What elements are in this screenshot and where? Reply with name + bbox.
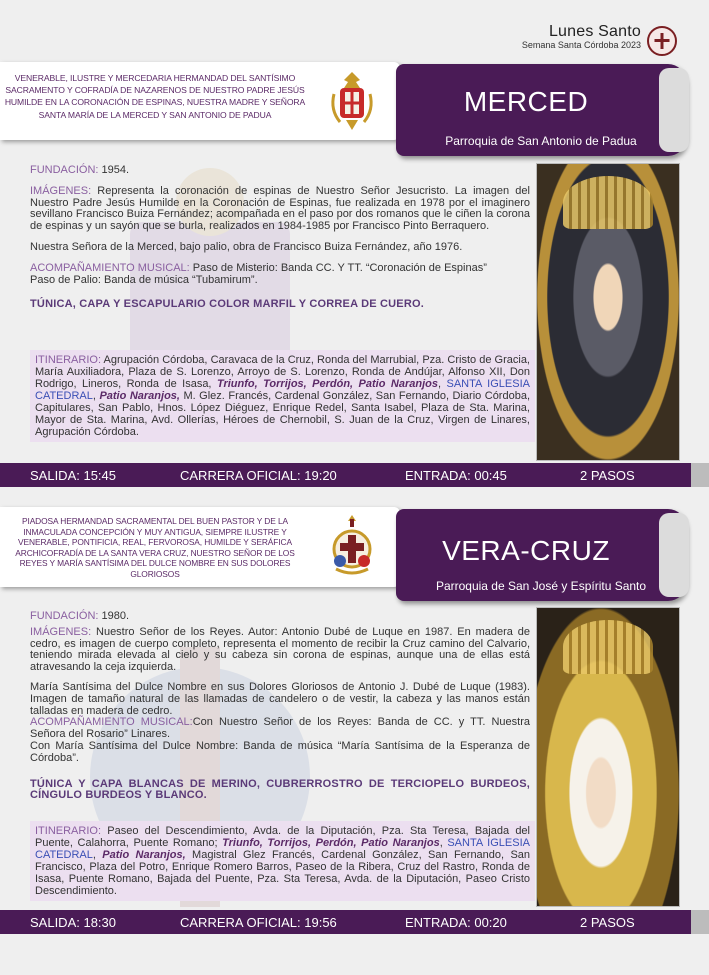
entrada-time: ENTRADA: 00:45: [405, 468, 507, 483]
itinerario-highlight-2: Patio Naranjos,: [102, 849, 186, 861]
musical-value: Paso de Misterio: Banda CC. Y TT. “Coronación de Espinas”: [189, 261, 487, 274]
imagenes-row: [30, 627, 530, 674]
itinerario-text-a: Agrupación Córdoba, Caravaca de la Cruz, Ronda del Marrubial, Pza. Cristo de Gracia, María Auxiliadora, Plaza de S. Lorenzo, Arroyo de S. Lorenzo, Ronda de Andújar, Alfonso XII, Don Rodrigo, Lineros, Ronda de Isasa,: [35, 354, 530, 390]
imagenes-row: [30, 186, 530, 233]
pasos-count: 2 PASOS: [580, 468, 635, 483]
vera-cruz-emblem-icon: [326, 515, 378, 577]
fundacion-label: FUNDACIÓN:: [30, 164, 99, 176]
musical-extra: Paso de Palio: Banda de música “Tubamirum”.: [30, 273, 258, 286]
musical-label: ACOMPAÑAMIENTO MUSICAL:: [30, 261, 190, 274]
hermandad-details: [30, 165, 530, 311]
hermandad-details: [30, 611, 530, 802]
salida-time: SALIDA: 18:30: [30, 915, 116, 930]
musical-extra: Con María Santísima del Dulce Nombre: Banda de música “María Santísima de la Esperanza de Córdoba”.: [30, 739, 530, 764]
itinerario-box: [30, 350, 535, 442]
fundacion-row: [30, 611, 530, 623]
musical-label: ACOMPAÑAMIENTO MUSICAL:: [30, 716, 193, 729]
imagenes-extra: María Santísima del Dulce Nombre en sus Dolores Gloriosos de Antonio J. Dubé de Luque (1983). Imagen de tamaño natural de las llamadas de candelero o de vestir, la cabeza y las manos están talladas en madera de cedro.: [30, 680, 530, 717]
itinerario-catedral: SANTA IGLESIA CATEDRAL: [35, 378, 530, 402]
itinerario-catedral: SANTA IGLESIA CATEDRAL: [35, 837, 530, 861]
itinerario-text-d: Magistral Glez Francés, Cardenal González, San Fernando, San Francisco, Plaza del Potro, Enrique Romero Barros, Paseo de la Ribera, Cruz del Rastro, Ronda de Isasa, Puente Romano, Bajada del Puente, Pza. Sta Teresa, Avda. de la Diputación, Paseo Cristo Descendimiento.: [35, 849, 531, 897]
itinerario-text-c: ,: [92, 849, 103, 861]
imagenes-label: IMÁGENES:: [30, 625, 92, 638]
hermandad-banner: [0, 62, 400, 140]
fundacion-row: [30, 165, 530, 177]
entrada-time: ENTRADA: 00:20: [405, 915, 507, 930]
hermandad-name: MERCED: [463, 86, 589, 117]
fundacion-label: FUNDACIÓN:: [30, 610, 99, 622]
musical-row: [30, 263, 530, 275]
itinerario-text-a: Paseo del Descendimiento, Avda. de la Diputación, Pza. Sta Teresa, Bajada del Puente, Calahorra, Puente Romano;: [35, 825, 530, 849]
page-title: Lunes Santo: [548, 23, 641, 40]
itinerario-highlight: Triunfo, Torrijos, Perdón, Patio Naranjos: [222, 837, 440, 849]
virgen-dulce-nombre-photo: [536, 607, 680, 907]
imagenes-extra: Nuestra Señora de la Merced, bajo palio, obra de Francisco Buiza Fernández, año 1976.: [30, 240, 463, 253]
itinerario-highlight: Triunfo, Torrijos, Perdón, Patio Naranjos: [216, 378, 438, 390]
page-header: [522, 23, 641, 50]
carrera-oficial-time: CARRERA OFICIAL: 19:56: [180, 915, 337, 930]
bar-end-tab: [691, 463, 709, 487]
itinerario-highlight-2: Patio Naranjos,: [99, 390, 180, 402]
musical-value: Con Nuestro Señor de los Reyes: Banda de CC. y TT. Nuestra Señora del Rosario” Linares.: [30, 716, 530, 741]
bar-end-tab: [691, 910, 709, 934]
itinerario-label: ITINERARIO:: [35, 825, 102, 837]
parroquia-name: Parroquia de San José y Espíritu Santo: [435, 579, 647, 593]
virgen-merced-photo: [536, 163, 680, 461]
horarios-bar: [0, 910, 709, 934]
hermandad-section-merced: [0, 62, 709, 487]
tunica-description: TÚNICA, CAPA Y ESCAPULARIO COLOR MARFIL Y CORREA DE CUERO.: [30, 298, 424, 311]
hermandad-section-vera-cruz: [0, 507, 709, 940]
merced-emblem-icon: [326, 70, 378, 132]
cross-seal-icon: [647, 26, 677, 56]
hermandad-name: VERA-CRUZ: [442, 535, 610, 566]
hermandad-banner: [0, 507, 400, 587]
hermandad-full-name: VENERABLE, ILUSTRE Y MERCEDARIA HERMANDAD DEL SANTÍSIMO SACRAMENTO Y COFRADÍA DE NAZARENOS DE NUESTRO PADRE JESÚS HUMILDE EN LA CORONACIÓN DE ESPINAS, NUESTRA MADRE Y SEÑORA SANTA MARÍA DE LA MERCED Y SAN ANTONIO DE PADUA: [4, 73, 306, 120]
title-banner: [396, 509, 686, 601]
page-subtitle: Semana Santa Córdoba 2023: [521, 40, 641, 50]
itinerario-text-b: ,: [437, 378, 447, 390]
musical-row: [30, 717, 530, 741]
itinerario-text-c: ,: [92, 390, 100, 402]
imagenes-value: Nuestro Señor de los Reyes. Autor: Antonio Dubé de Luque en 1987. En madera de cedro, es imagen de cuerpo completo, representa el momento de recibir la Cruz camino del Calvario, teniendo mirada elevada al cielo y su cabeza sin corona de espinas, aunque una de ellas está atravesando la ceja izquierda.: [30, 625, 530, 674]
carrera-oficial-time: CARRERA OFICIAL: 19:20: [180, 468, 337, 483]
salida-time: SALIDA: 15:45: [30, 468, 116, 483]
imagenes-value: Representa la coronación de espinas de Nuestro Señor Jesucristo. La imagen del Nuestro Padre Jesús Humilde en la Coronación de Espinas, fue realizada en 1978 por el imaginero sevillano Francisco Buiza Fernández; acompañada en el paso por dos romanos que le ciñen la corona de espinas y un sayón que se burla, realizados en 1984-1985 por Francisco Pinto Berraquero.: [30, 184, 530, 233]
title-banner: [396, 64, 686, 156]
tunica-description: TÚNICA Y CAPA BLANCAS DE MERINO, CUBRERROSTRO DE TERCIOPELO BURDEOS, CÍNGULO BURDEOS Y BLANCO.: [30, 777, 530, 802]
horarios-bar: [0, 463, 709, 487]
fundacion-value: 1980.: [98, 610, 130, 622]
itinerario-box: [30, 821, 535, 901]
itinerario-label: ITINERARIO:: [35, 354, 102, 366]
fundacion-value: 1954.: [98, 164, 130, 176]
pasos-count: 2 PASOS: [580, 915, 635, 930]
hermandad-full-name: PIADOSA HERMANDAD SACRAMENTAL DEL BUEN PASTOR Y DE LA INMACULADA CONCEPCIÓN Y MUY ANTIGUA, SIEMPRE ILUSTRE Y VENERABLE, PONTIFICIA, REAL, FERVOROSA, HUMILDE Y SERÁFICA ARCHICOFRADÍA DE LA SANTA VERA CRUZ, NUESTRO SEÑOR DE LOS REYES Y MARÍA SANTÍSIMA DEL DULCE NOMBRE EN SUS DOLORES GLORIOSOS: [15, 516, 295, 579]
imagenes-label: IMÁGENES:: [30, 184, 92, 197]
parroquia-name: Parroquia de San Antonio de Padua: [445, 134, 637, 148]
itinerario-text-d: M. Glez. Francés, Cardenal González, San Fernando, Diario Córdoba, Capitulares, San Pablo, Hnos. López Diéguez, Enrique Redel, Santa Isabel, Plaza de Sta. Marina, Mayor de Sta. Marina, Avd. Ollerías, Héroes de Chernobil, S. Juan de la Cruz, Virgen de Linares, Agrupación Córdoba.: [35, 390, 530, 438]
itinerario-text-b: ,: [439, 837, 448, 849]
